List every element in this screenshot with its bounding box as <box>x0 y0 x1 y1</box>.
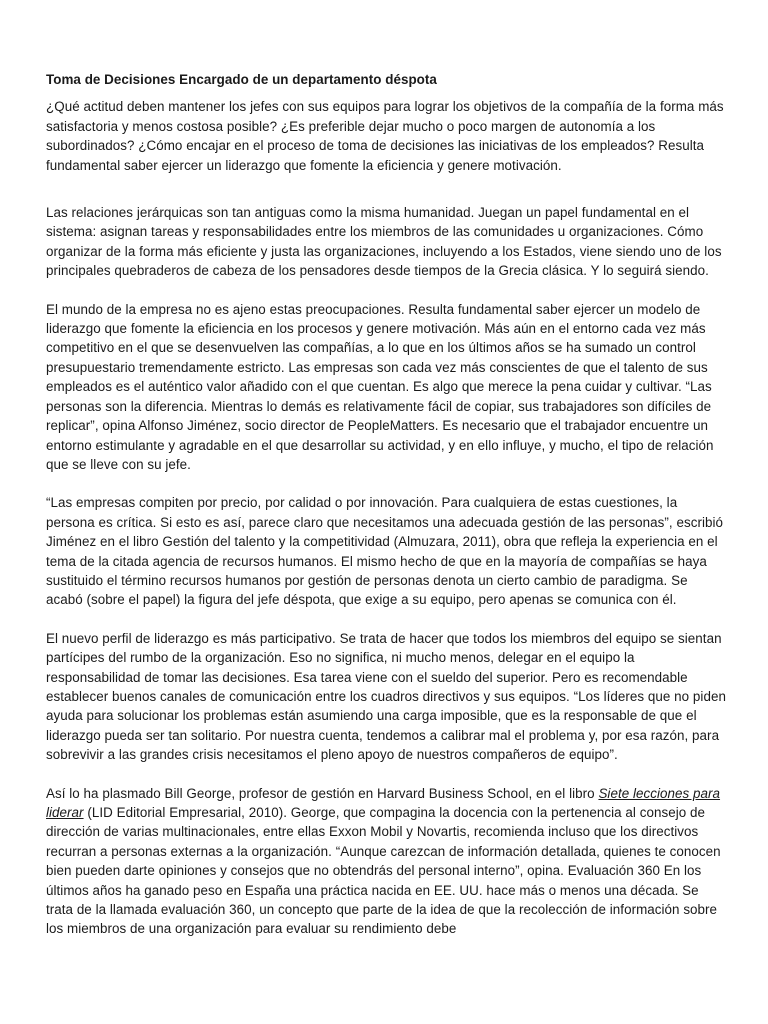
paragraph-relaciones: Las relaciones jerárquicas son tan antiguas como la misma humanidad. Juegan un papel fundamental en el sistema: asignan tareas y responsabilidades entre los miembros de las comunidades u organizaciones. Cómo organizar de la forma más eficiente y justa las organizaciones, incluyendo a los Estados, viene siendo uno de los principales quebraderos de cabeza de los pensadores desde tiempos de la Grecia clásica. Y lo seguirá siendo. <box>46 205 722 279</box>
paragraph-bill-george-rest: (LID Editorial Empresarial, 2010). George, que compagina la docencia con la pertenencia al consejo de dirección de varias multinacionales, entre ellas Exxon Mobil y Novartis, recomienda incluso que los directivos recurran a personas externas a la organización. “Aunque carezcan de información detallada, quienes te conocen bien pueden darte opiniones y consejos que no obtendrás del personal interno”, opina. Evaluación 360 En los últimos años ha ganado peso en España una práctica nacida en EE. UU. hace más o menos una década. Se trata de la llamada evaluación 360, un concepto que parte de la idea de que la recolección de información sobre los miembros de una organización para evaluar su rendimiento debe <box>46 805 721 937</box>
book-title-link[interactable]: Siete lecciones para liderar <box>46 785 721 820</box>
paragraph-bill-george <box>46 784 726 939</box>
paragraph-empresa: El mundo de la empresa no es ajeno estas preocupaciones. Resulta fundamental saber ejercer un modelo de liderazgo que fomente la eficiencia en los procesos y genere motivación. Más aún en el entorno cada vez más competitivo en el que se desenvuelven las compañías, a lo que en los últimos años se ha sumado un control presupuestario tremendamente estricto. Las empresas son cada vez más conscientes de que el talento de sus empleados es el auténtico valor añadido con el que cuentan. Es algo que merece la pena cuidar y cultivar. “Las personas son la diferencia. Mientras lo demás es relativamente fácil de copiar, sus trabajadores son difíciles de replicar”, opina Alfonso Jiménez, socio director de PeopleMatters. Es necesario que el trabajador encuentre un entorno estimulante y agradable en el que desarrollar su actividad, y en ello influye, y mucho, el tipo de relación que se lleve con su jefe. <box>46 301 714 472</box>
paragraph-bill-george-start: Así lo ha plasmado Bill George, profesor de gestión en Harvard Business School, en el libro <box>46 785 599 801</box>
paragraph-competencia: “Las empresas compiten por precio, por calidad o por innovación. Para cualquiera de estas cuestiones, la persona es crítica. Si esto es así, parece claro que necesitamos una adecuada gestión de las personas”, escribió Jiménez en el libro Gestión del talento y la competitividad (Almuzara, 2011), obra que refleja la experiencia en el tema de la citada agencia de recursos humanos. El mismo hecho de que en la mayoría de compañías se haya sustituido el término recursos humanos por gestión de personas denota un cierto cambio de paradigma. Se acabó (sobre el papel) la figura del jefe déspota, que exige a su equipo, pero apenas se comunica con él. <box>46 495 724 608</box>
document-page <box>46 70 726 958</box>
paragraph-intro: ¿Qué actitud deben mantener los jefes con sus equipos para lograr los objetivos de la compañía de la forma más satisfactoria y menos costosa posible? ¿Es preferible dejar mucho o poco margen de autonomía a los subordinados? ¿Cómo encajar en el proceso de toma de decisiones las iniciativas de los empleados? Resulta fundamental saber ejercer un liderazgo que fomente la eficiencia y genere motivación. <box>46 99 724 173</box>
document-title: Toma de Decisiones Encargado de un departamento déspota <box>46 72 437 87</box>
paragraph-liderazgo: El nuevo perfil de liderazgo es más participativo. Se trata de hacer que todos los miembros del equipo se sientan partícipes del rumbo de la organización. Eso no significa, ni mucho menos, delegar en el equipo la responsabilidad de tomar las decisiones. Esa tarea viene con el sueldo del superior. Pero es recomendable establecer buenos canales de comunicación entre los cuadros directivos y sus equipos. “Los líderes que no piden ayuda para solucionar los problemas están asumiendo una carga imposible, que es la responsable de que el liderazgo pueda ser tan solitario. Por nuestra cuenta, tendemos a calibrar mal el problema y, por esa razón, para sobrevivir a las grandes crisis necesitamos el pleno apoyo de nuestros compañeros de equipo”. <box>46 630 726 763</box>
